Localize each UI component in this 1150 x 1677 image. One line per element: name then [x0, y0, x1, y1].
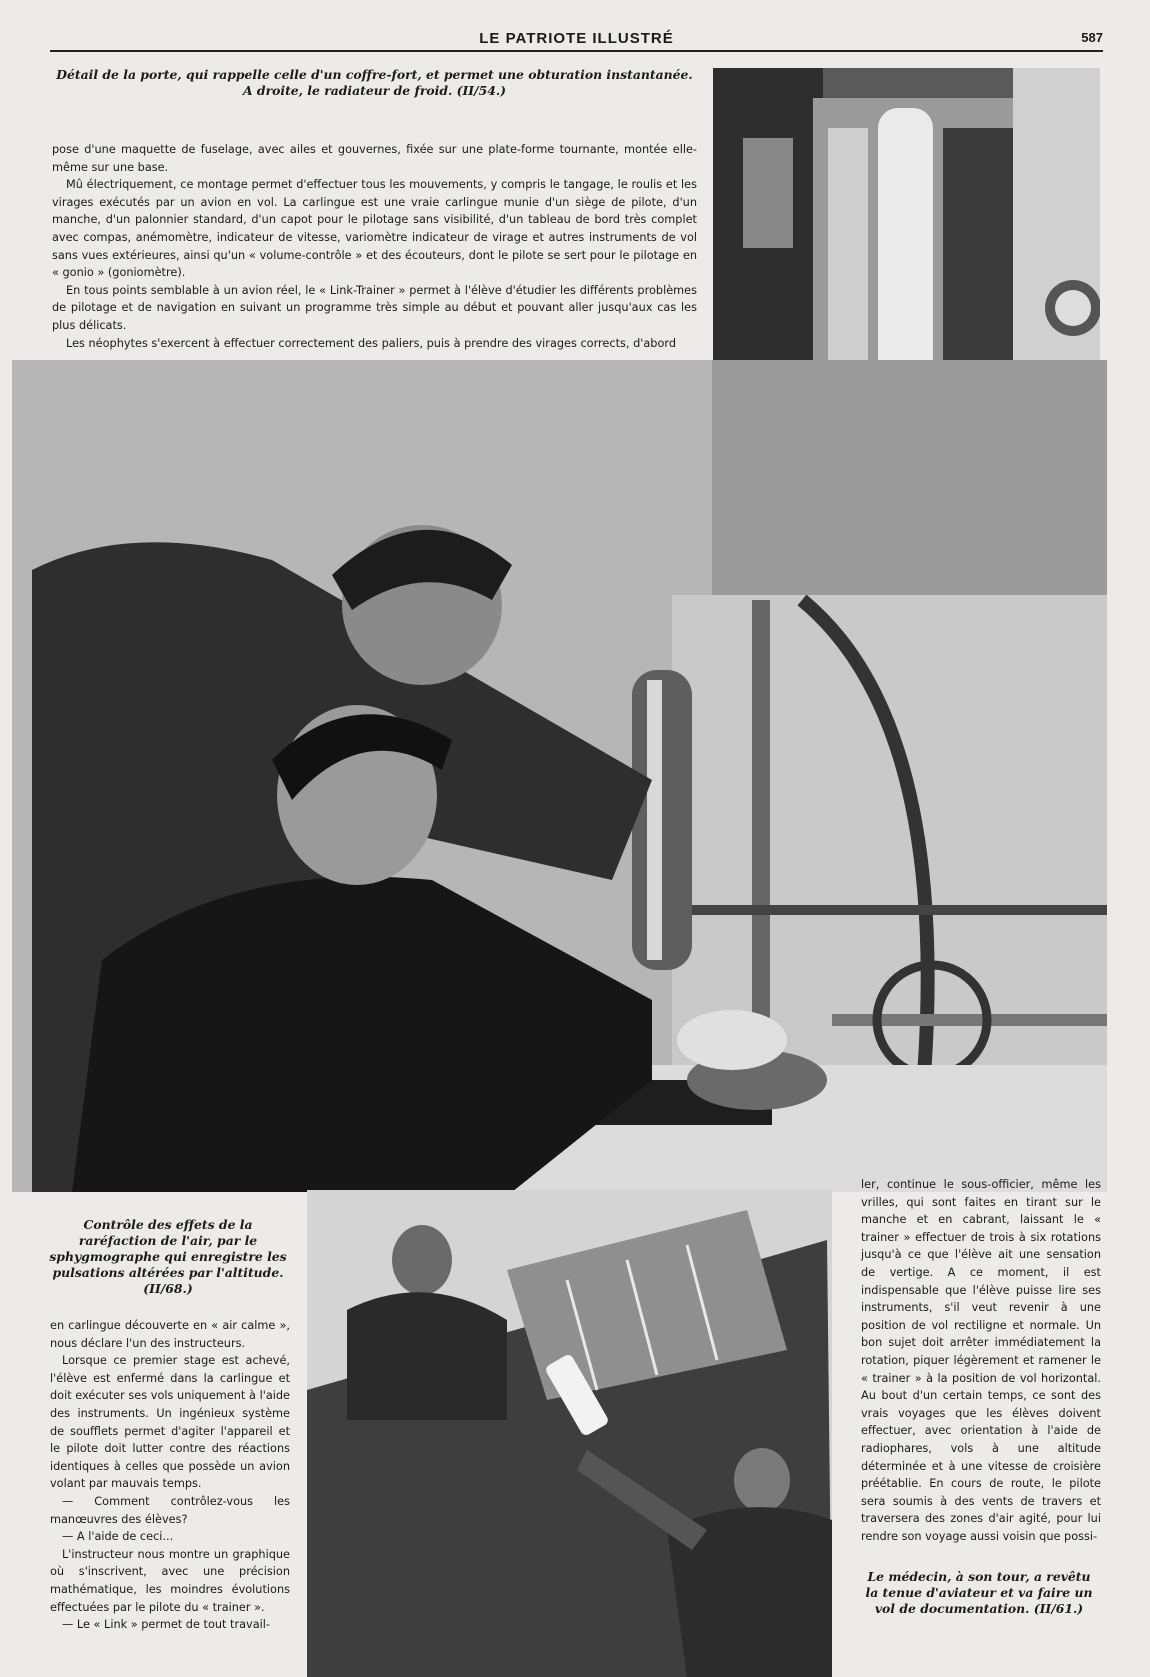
- paragraph: Mû électriquement, ce montage permet d'effectuer tous les mouvements, y compris le tangage, le roulis et les virages exécutés par un avion en vol. La carlingue est une vraie carlingue munie d'un siège de pilote, d'un manche, d'un palonnier standard, d'un capot pour le pilotage sans visibilité, d'un tableau de bord très complet avec compas, anémomètre, indicateur de vitesse, variomètre indicateur de virage et autres instruments de vol sans vues extérieures, ainsi qu'un « volume-contrôle » et des écouteurs, dont le pilote se sert pour le pilotage en « gonio » (goniomètre).: [52, 178, 697, 280]
- caption-doctor: Le médecin, à son tour, a revêtu la tenue d'aviateur et va faire un vol de documentation. (II/61.): [865, 1569, 1093, 1616]
- caption-door: Détail de la porte, qui rappelle celle d'un coffre-fort, et permet une obturation instantanée. A droite, le radiateur de froid. (II/54.): [56, 67, 693, 98]
- paragraph: pose d'une maquette de fuselage, avec ailes et gouvernes, fixée sur une plate-forme tournante, montée elle-même sur une base.: [52, 143, 697, 174]
- paragraph: — A l'aide de ceci...: [62, 1530, 174, 1544]
- paragraph: — Le « Link » permet de tout travail-: [62, 1618, 270, 1632]
- paragraph: en carlingue découverte en « air calme », nous déclare l'un des instructeurs.: [50, 1319, 290, 1350]
- paragraph: ler, continue le sous-officier, même les vrilles, qui sont faites en tirant sur le manche et en cabrant, laissant le « trainer » effectuer de trois à six rotations jusqu'à ce que l'élève ait une sensation de vertige. A ce moment, il est indispensable que l'élève puisse lire ses instruments, s'il veut revenir à une position de vol rectiligne et normale. Un bon sujet doit arrêter immédiatement la rotation, piquer légèrement et ramener le « trainer » à la position de vol horizontal. Au bout d'un certain temps, ce sont des vrais voyages que les élèves doivent effectuer, avec orientation à l'aide de radiophares, vols à une altitude déterminée et à une vitesse de croisière préétablie. En cours de route, le pilote sera soumis à des vents de travers et traversera des zones d'air agité, pour lui rendre son voyage aussi voisin que possi-: [861, 1178, 1101, 1543]
- paragraph: L'instructeur nous montre un graphique où s'inscrivent, avec une précision mathématique, les moindres évolutions effectuées par le pilote du « trainer ».: [50, 1547, 290, 1614]
- paragraph: En tous points semblable à un avion réel, le « Link-Trainer » permet à l'élève d'étudier les différents problèmes de pilotage et de navigation en suivant un programme très simple au début et pouvant aller jusqu'aux cas les plus délicats.: [52, 283, 697, 332]
- page-header: [50, 28, 1103, 52]
- masthead: LE PATRIOTE ILLUSTRÉ: [479, 30, 674, 47]
- photo-sphygmograph: [12, 360, 1107, 1192]
- article-right-column: [861, 1176, 1101, 1545]
- article-left-column: [50, 1317, 290, 1634]
- paragraph: — Comment contrôlez-vous les manœuvres des élèves?: [50, 1494, 290, 1526]
- page-number: 587: [1081, 30, 1103, 45]
- photo-aviators: [307, 1190, 832, 1677]
- paragraph: Lorsque ce premier stage est achevé, l'élève est enfermé dans la carlingue et doit exécuter ses vols uniquement à l'aide des instruments. Un ingénieux système de soufflets permet d'agiter l'appareil et le pilote doit lutter contre des réactions identiques à celles que possède un avion volant par mauvais temps.: [50, 1354, 290, 1491]
- caption-sphygmograph: Contrôle des effets de la raréfaction de l'air, par le sphygmographe qui enregistre les pulsations altérées par l'altitude. (II/68.): [49, 1217, 287, 1296]
- paragraph: Les néophytes s'exercent à effectuer correctement des paliers, puis à prendre des virages corrects, d'abord: [66, 336, 676, 350]
- article-top-column: [52, 141, 697, 352]
